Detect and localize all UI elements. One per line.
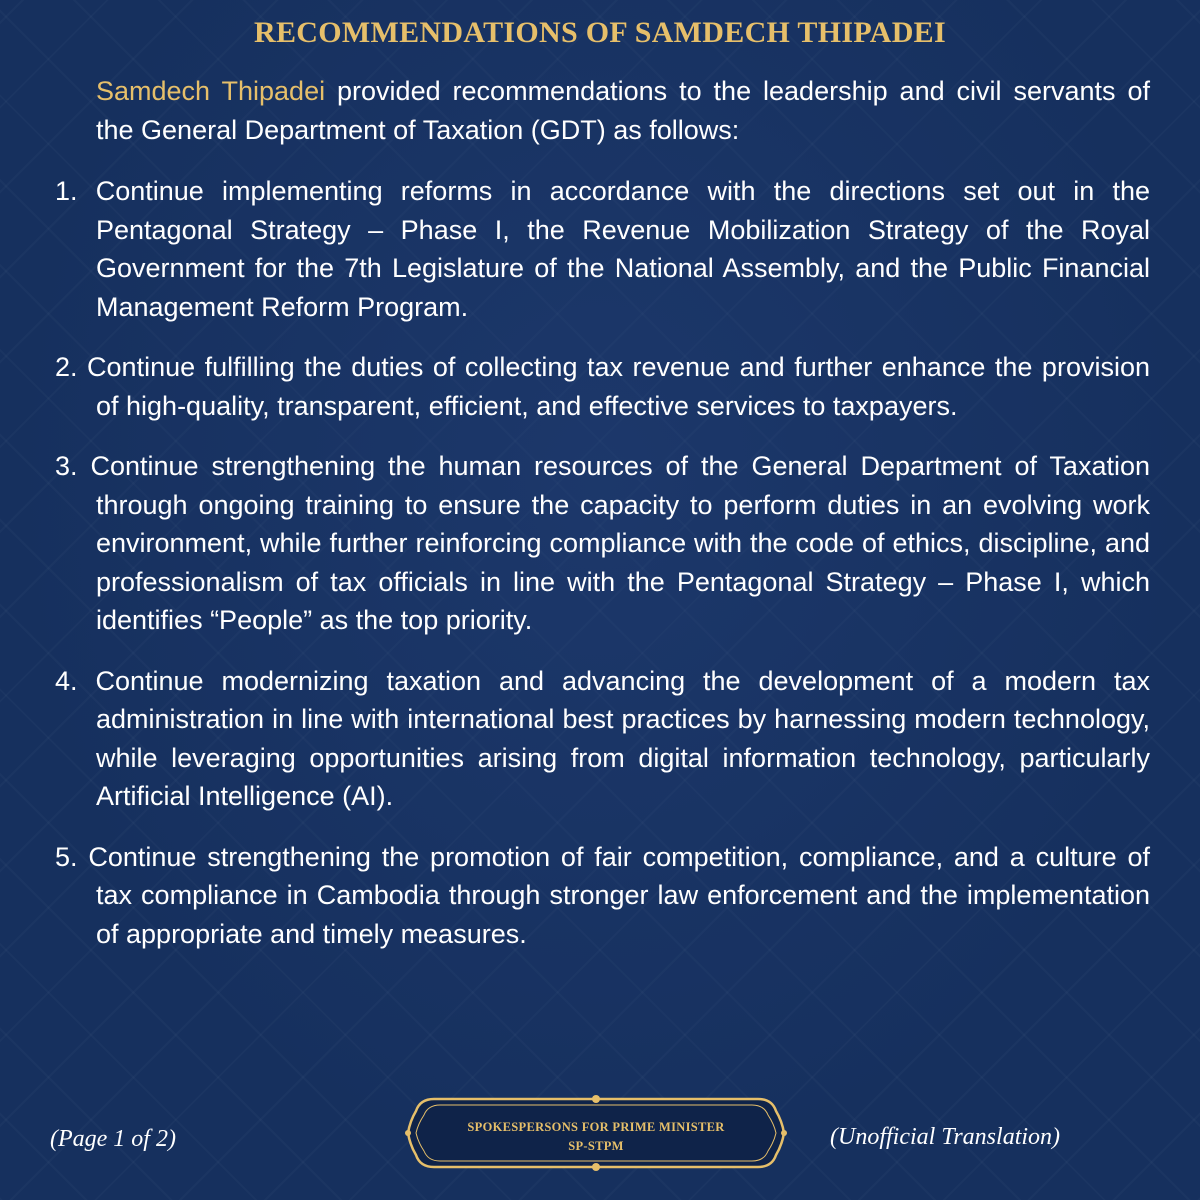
recommendation-item-4: 4. Continue modernizing taxation and advancing the development of a modern tax administration in line with international best practices by harnessing modern technology, while leveraging opportunities arising from digital information technology, particularly Artificial Intelligence (AI). — [55, 665, 1150, 811]
recommendation-item-5: 5. Continue strengthening the promotion of fair competition, compliance, and a culture of tax compliance in Cambodia through stronger law enforcement and the implementation of appropriate and timely measures. — [55, 841, 1150, 949]
recommendations-list — [55, 172, 1150, 975]
recommendation-item-1: 1. Continue implementing reforms in accordance with the directions set out in the Pentagonal Strategy – Phase I, the Revenue Mobilization Strategy of the Royal Government for the 7th Legislature of the National Assembly, and the Public Financial Management Reform Program. — [55, 176, 1150, 322]
spokesperson-seal — [404, 1093, 788, 1173]
seal-text-line2: SP-STPM — [568, 1139, 624, 1153]
recommendation-item-2: 2. Continue fulfilling the duties of collecting tax revenue and further enhance the provision of high-quality, transparent, efficient, and effective services to taxpayers. — [55, 352, 1150, 421]
intro-name-highlight: Samdech Thipadei — [96, 76, 326, 106]
seal-text-line1: SPOKESPERSONS FOR PRIME MINISTER — [467, 1120, 725, 1134]
intro-text: provided recommendations to the leadership and civil servants of the General Department of Taxation (GDT) as follows: — [96, 76, 1150, 145]
intro-paragraph — [96, 72, 1150, 150]
recommendation-item-3: 3. Continue strengthening the human resources of the General Department of Taxation through ongoing training to ensure the capacity to perform duties in an evolving work environment, while further reinforcing compliance with the code of ethics, discipline, and professionalism of tax officials in line with the Pentagonal Strategy – Phase I, which identifies “People” as the top priority. — [55, 451, 1150, 635]
page-number-label: (Page 1 of 2) — [50, 1126, 176, 1152]
page-title: RECOMMENDATIONS OF SAMDECH THIPADEI — [254, 16, 946, 49]
translation-note: (Unofficial Translation) — [830, 1124, 1061, 1150]
